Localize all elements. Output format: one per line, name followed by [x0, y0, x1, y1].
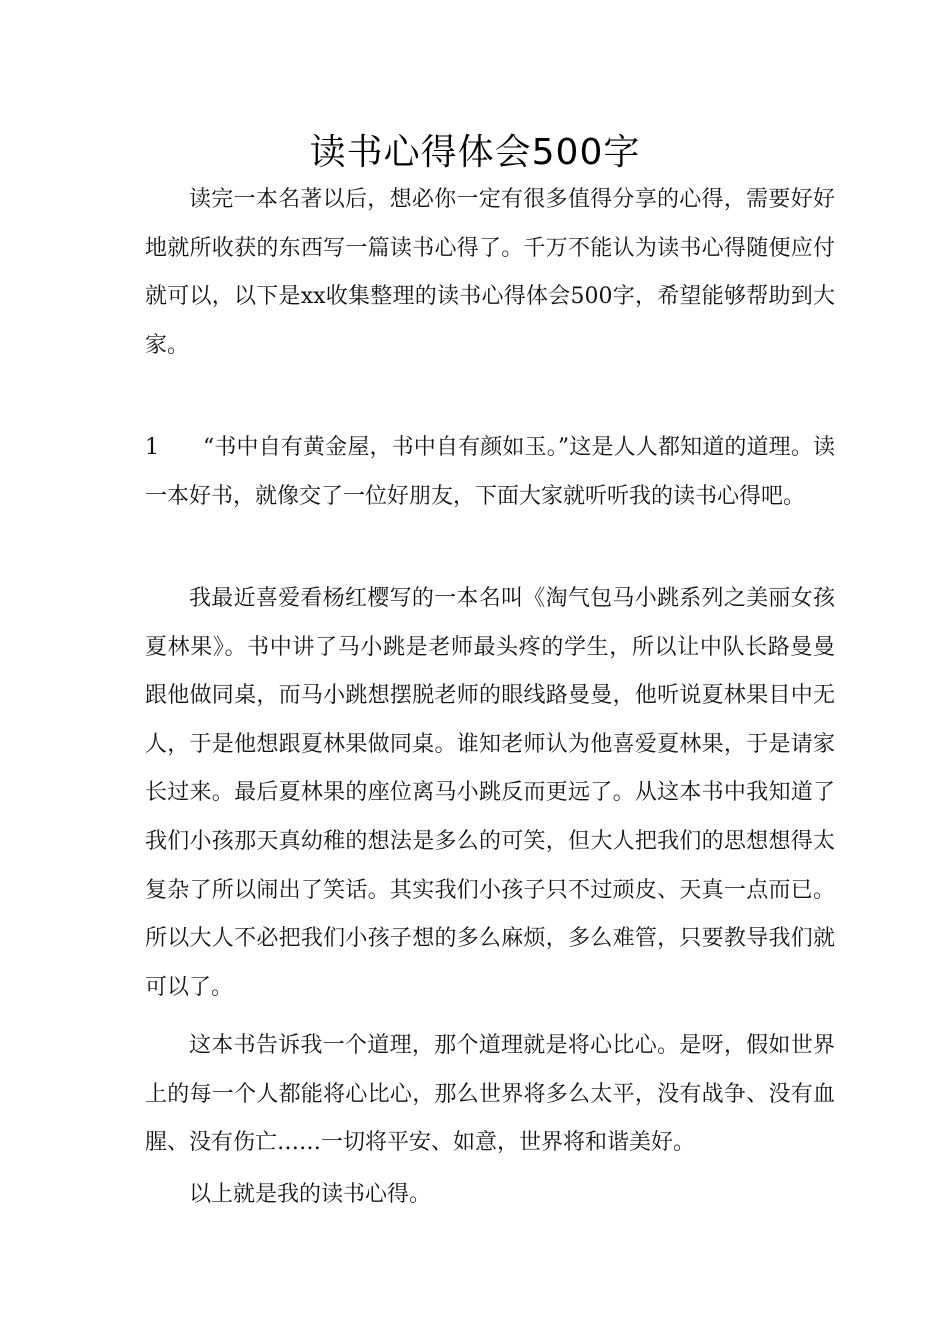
story-text: 我最近喜爱看杨红樱写的一本名叫《淘气包马小跳系列之美丽女孩夏林果》。书中讲了马小跳是老师最头疼的学生，所以让中队长路曼曼跟他做同桌，而马小跳想摆脱老师的眼线路曼曼，他听说夏林果目中无人，于是他想跟夏林果做同桌。谁知老师认为他喜爱夏林果，于是请家长过来。最后夏林果的座位离马小跳反而更远了。从这本书中我知道了我们小孩那天真幼稚的想法是多么的可笑，但大人把我们的思想想得太复杂了所以闹出了笑话。其实我们小孩子只不过顽皮、天真一点而已。所以大人不必把我们小孩子想的多么麻烦，多么难管，只要教导我们就可以了。 [145, 586, 835, 1000]
closing-text: 以上就是我的读书心得。 [189, 1182, 432, 1207]
essay-opening-text: “书中自有黄金屋，书中自有颜如玉。”这是人人都知道的道理。读一本好书，就像交了一位好朋友，下面大家就听听我的读书心得吧。 [145, 435, 835, 509]
lesson-text: 这本书告诉我一个道理，那个道理就是将心比心。是呀，假如世界上的每一个人都能将心比心，那么世界将多么太平，没有战争、没有血腥、没有伤亡……一切将平安、如意，世界将和谐美好。 [145, 1033, 835, 1156]
intro-paragraph [145, 176, 835, 370]
document-title: 读书心得体会500字 [309, 132, 641, 173]
essay-number: 1 [145, 435, 159, 460]
story-paragraph [145, 575, 835, 1012]
lesson-paragraph [145, 1022, 835, 1168]
essay-opening-line [145, 424, 835, 521]
closing-paragraph [145, 1171, 835, 1220]
intro-text: 读完一本名著以后，想必你一定有很多值得分享的心得，需要好好地就所收获的东西写一篇读书心得了。千万不能认为读书心得随便应付就可以，以下是xx收集整理的读书心得体会500字，希望能够帮助到大家。 [145, 187, 835, 358]
essay-opening-paragraph [145, 424, 835, 521]
